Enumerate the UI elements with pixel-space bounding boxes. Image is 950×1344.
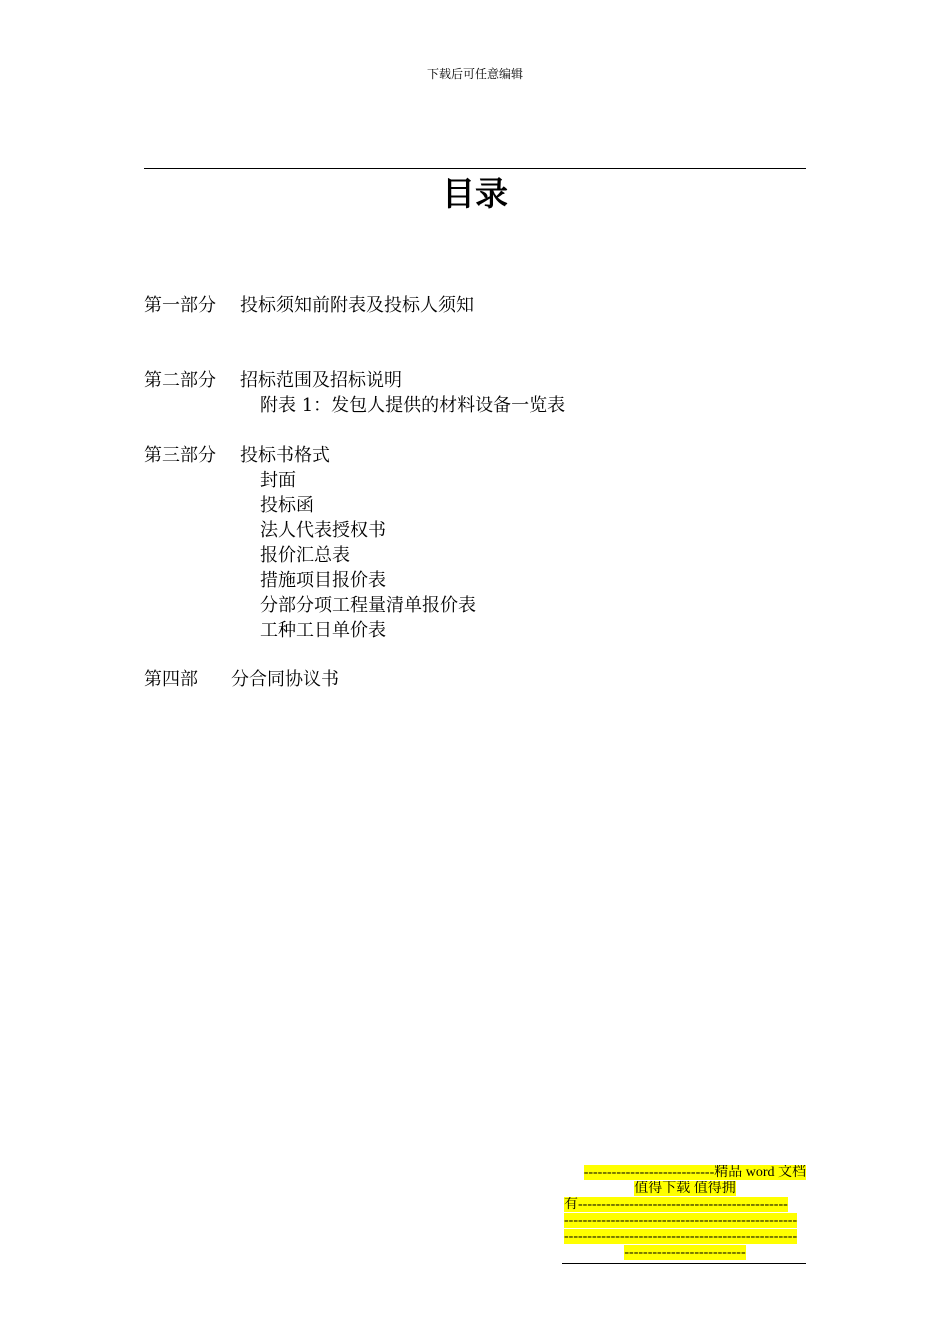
toc-part-label: 第一部分 [144,295,216,316]
promo-line [564,1245,806,1261]
toc-entry-part2 [144,369,402,393]
header-note: 下载后可任意编辑 [426,67,523,81]
bottom-divider [562,1263,806,1264]
toc-subitem: 封面 [260,470,296,491]
promo-watermark-block [564,1165,806,1261]
promo-line [564,1213,806,1229]
toc-part-title: 投标须知前附表及投标人须知 [240,295,474,316]
toc-subitem: 法人代表授权书 [260,520,386,541]
toc-subitem: 分部分项工程量清单报价表 [260,595,476,616]
toc-part-title: 分合同协议书 [231,669,339,690]
toc-entry-part3 [144,444,330,468]
toc-part-title: 投标书格式 [240,445,330,466]
toc-part-label: 第四部 [144,669,198,690]
promo-line [564,1197,806,1213]
toc-part-title: 招标范围及招标说明 [240,370,402,391]
promo-text: ----------------------------精品 word 文档 [583,1165,806,1180]
toc-entry-part1 [144,294,474,318]
toc-subitem: 投标函 [260,495,314,516]
promo-line [564,1181,806,1197]
promo-text: -------------------------- [624,1245,746,1260]
toc-part-label: 第三部分 [144,445,216,466]
promo-text: 值得下载 值得拥 [634,1181,736,1196]
top-divider [144,168,806,169]
toc-subitem: 措施项目报价表 [260,570,386,591]
toc-part-label: 第二部分 [144,370,216,391]
promo-text: -------------------------------------------------- [564,1213,798,1228]
promo-line [564,1165,806,1181]
promo-text: -------------------------------------------------- [564,1229,798,1244]
promo-line [564,1229,806,1245]
page-title: 目录 [442,174,508,213]
toc-subitem: 报价汇总表 [260,545,350,566]
toc-subitem: 工种工日单价表 [260,620,386,641]
promo-text: 有--------------------------------------------- [564,1197,788,1212]
toc-subitem: 附表 1：发包人提供的材料设备一览表 [260,395,566,416]
toc-entry-part4 [144,668,339,692]
